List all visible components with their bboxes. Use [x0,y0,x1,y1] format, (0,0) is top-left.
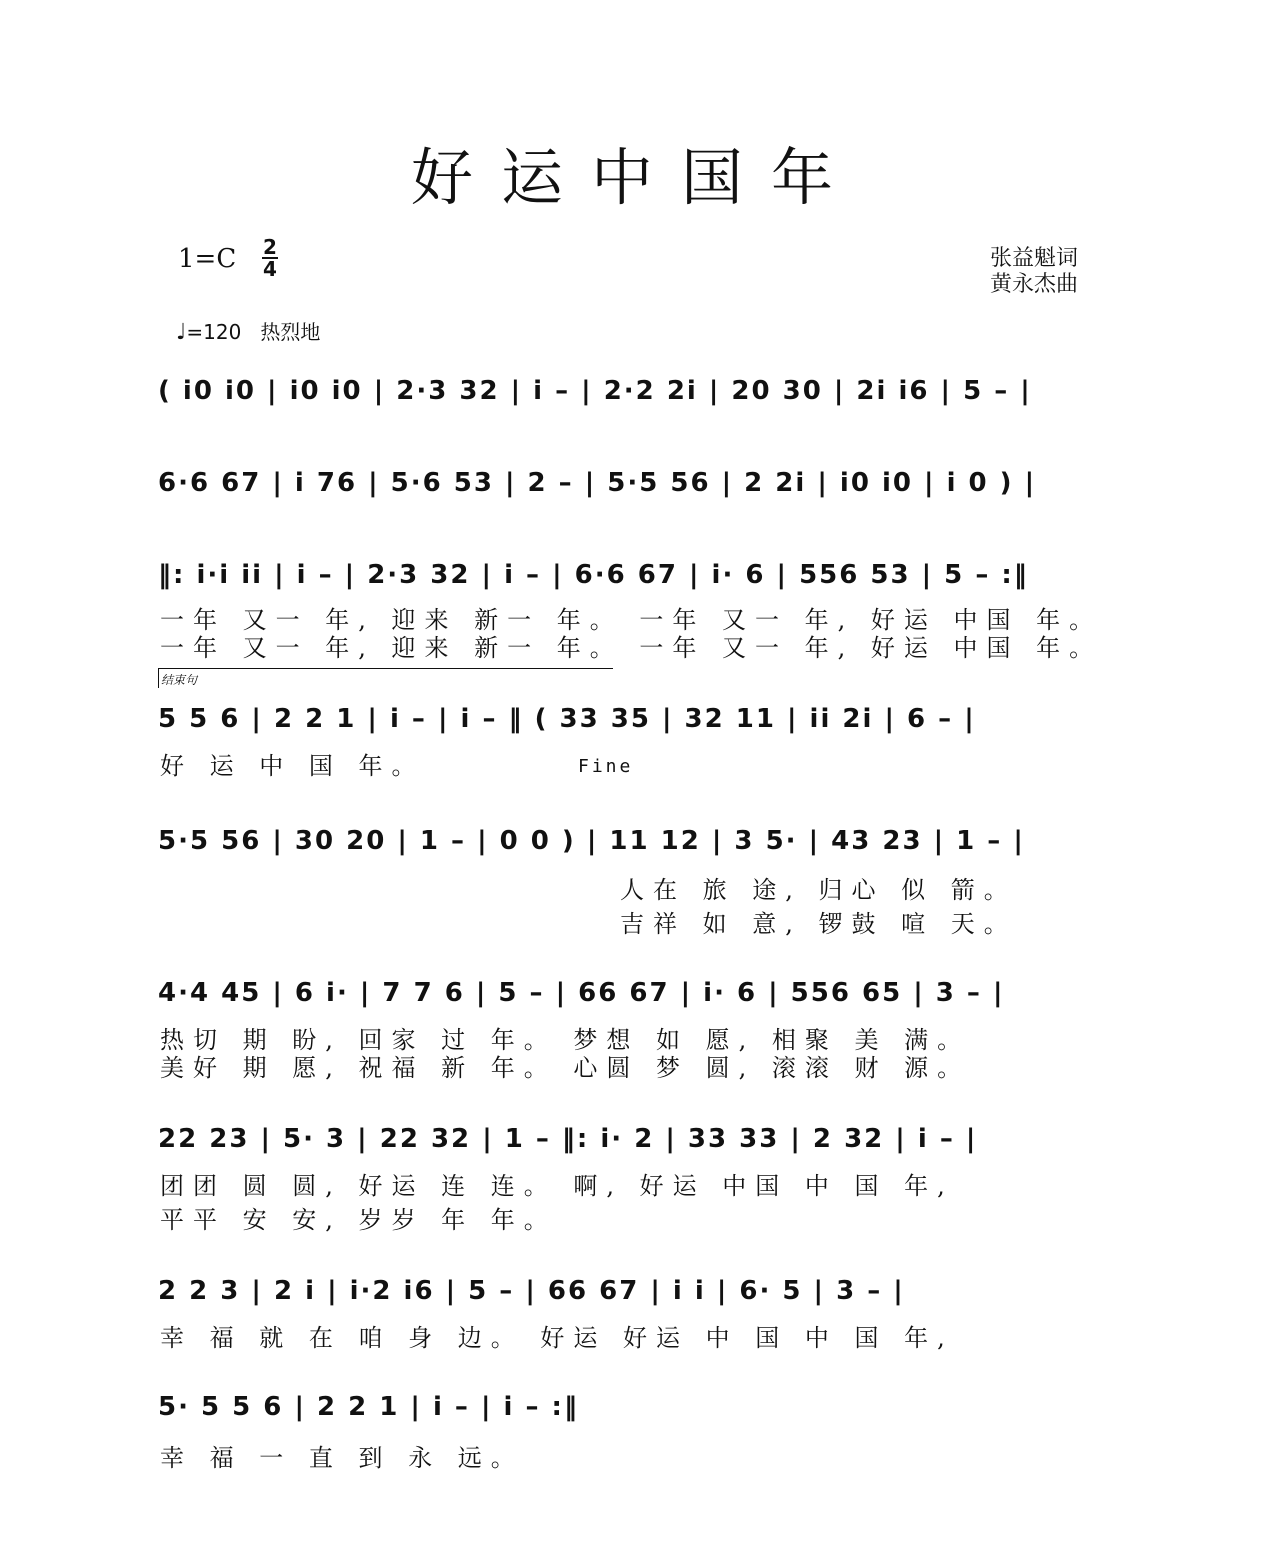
tempo-value: =120 [186,320,242,344]
lyricist: 张益魁词 [990,246,1079,271]
time-signature [262,235,278,281]
score-row [158,1392,1118,1512]
notation-line: 5 5 6 | 2 2 1 | i – | i – ‖ ( 33 35 | 32 11 | ii 2i | 6 – | [158,704,976,734]
credits [990,246,1078,298]
quarter-note-icon: ♩ [176,320,187,345]
score-row [158,826,1118,946]
key-signature: 1=C [178,244,237,274]
fine-mark: Fine [578,756,634,777]
lyric-line: 平平 安 安, 岁岁 年 年。 [160,1206,557,1234]
time-signature-bottom: 4 [263,257,277,281]
score-row [158,704,1118,824]
lyric-line: 一年 又一 年, 迎来 新一 年。 一年 又一 年, 好运 中国 年。 [160,634,1103,662]
lyric-line: 热切 期 盼, 回家 过 年。 梦想 如 愿, 相聚 美 满。 [160,1026,971,1054]
lyric-line: 团团 圆 圆, 好运 连 连。 啊, 好运 中国 中 国 年, [160,1172,954,1200]
lyric-line: 幸 福 就 在 咱 身 边。 好运 好运 中 国 中 国 年, [160,1324,954,1352]
lyric-line: 美好 期 愿, 祝福 新 年。 心圆 梦 圆, 滚滚 财 源。 [160,1054,971,1082]
lyric-line: 幸 福 一 直 到 永 远。 [160,1444,524,1472]
lyric-line: 人在 旅 途, 归心 似 箭。 [620,876,1017,904]
notation-line: 5·5 56 | 30 20 | 1 – | 0 0 ) | 11 12 | 3 5· | 43 23 | 1 – | [158,826,1025,856]
lyric-line: 好 运 中 国 年。 [160,752,425,780]
composer: 黄永杰曲 [990,272,1079,297]
lyric-line: 一年 又一 年, 迎来 新一 年。 一年 又一 年, 好运 中国 年。 [160,606,1103,634]
notation-line: 2 2 3 | 2 i | i·2 i6 | 5 – | 66 67 | i i | 6· 5 | 3 – | [158,1276,905,1306]
song-title: 好运中国年 [410,141,861,214]
notation-line: 22 23 | 5· 3 | 22 32 | 1 – ‖: i· 2 | 33 33 | 2 32 | i – | [158,1124,978,1154]
score-row [158,1124,1118,1244]
ending-label: 结束句 [158,668,613,688]
score-row [158,978,1118,1098]
time-signature-top: 2 [263,235,277,259]
lyric-line: 吉祥 如 意, 锣鼓 喧 天。 [620,910,1017,938]
notation-line: ( i0 i0 | i0 i0 | 2·3 32 | i – | 2·2 2i | 20 30 | 2i i6 | 5 – | [158,376,1032,406]
notation-line: 6·6 67 | i 76 | 5·6 53 | 2 – | 5·5 56 | 2 2i | i0 i0 | i 0 ) | [158,468,1037,498]
notation-line: ‖: i·i ii | i – | 2·3 32 | i – | 6·6 67 | i· 6 | 556 53 | 5 – :‖ [158,560,1029,590]
tempo-expression: 热烈地 [260,320,321,344]
score-row [158,1276,1118,1396]
notation-line: 5· 5 5 6 | 2 2 1 | i – | i – :‖ [158,1392,579,1422]
score-row [158,560,1118,680]
notation-line: 4·4 45 | 6 i· | 7 7 6 | 5 – | 66 67 | i· 6 | 556 65 | 3 – | [158,978,1005,1008]
tempo-marking [176,316,320,345]
